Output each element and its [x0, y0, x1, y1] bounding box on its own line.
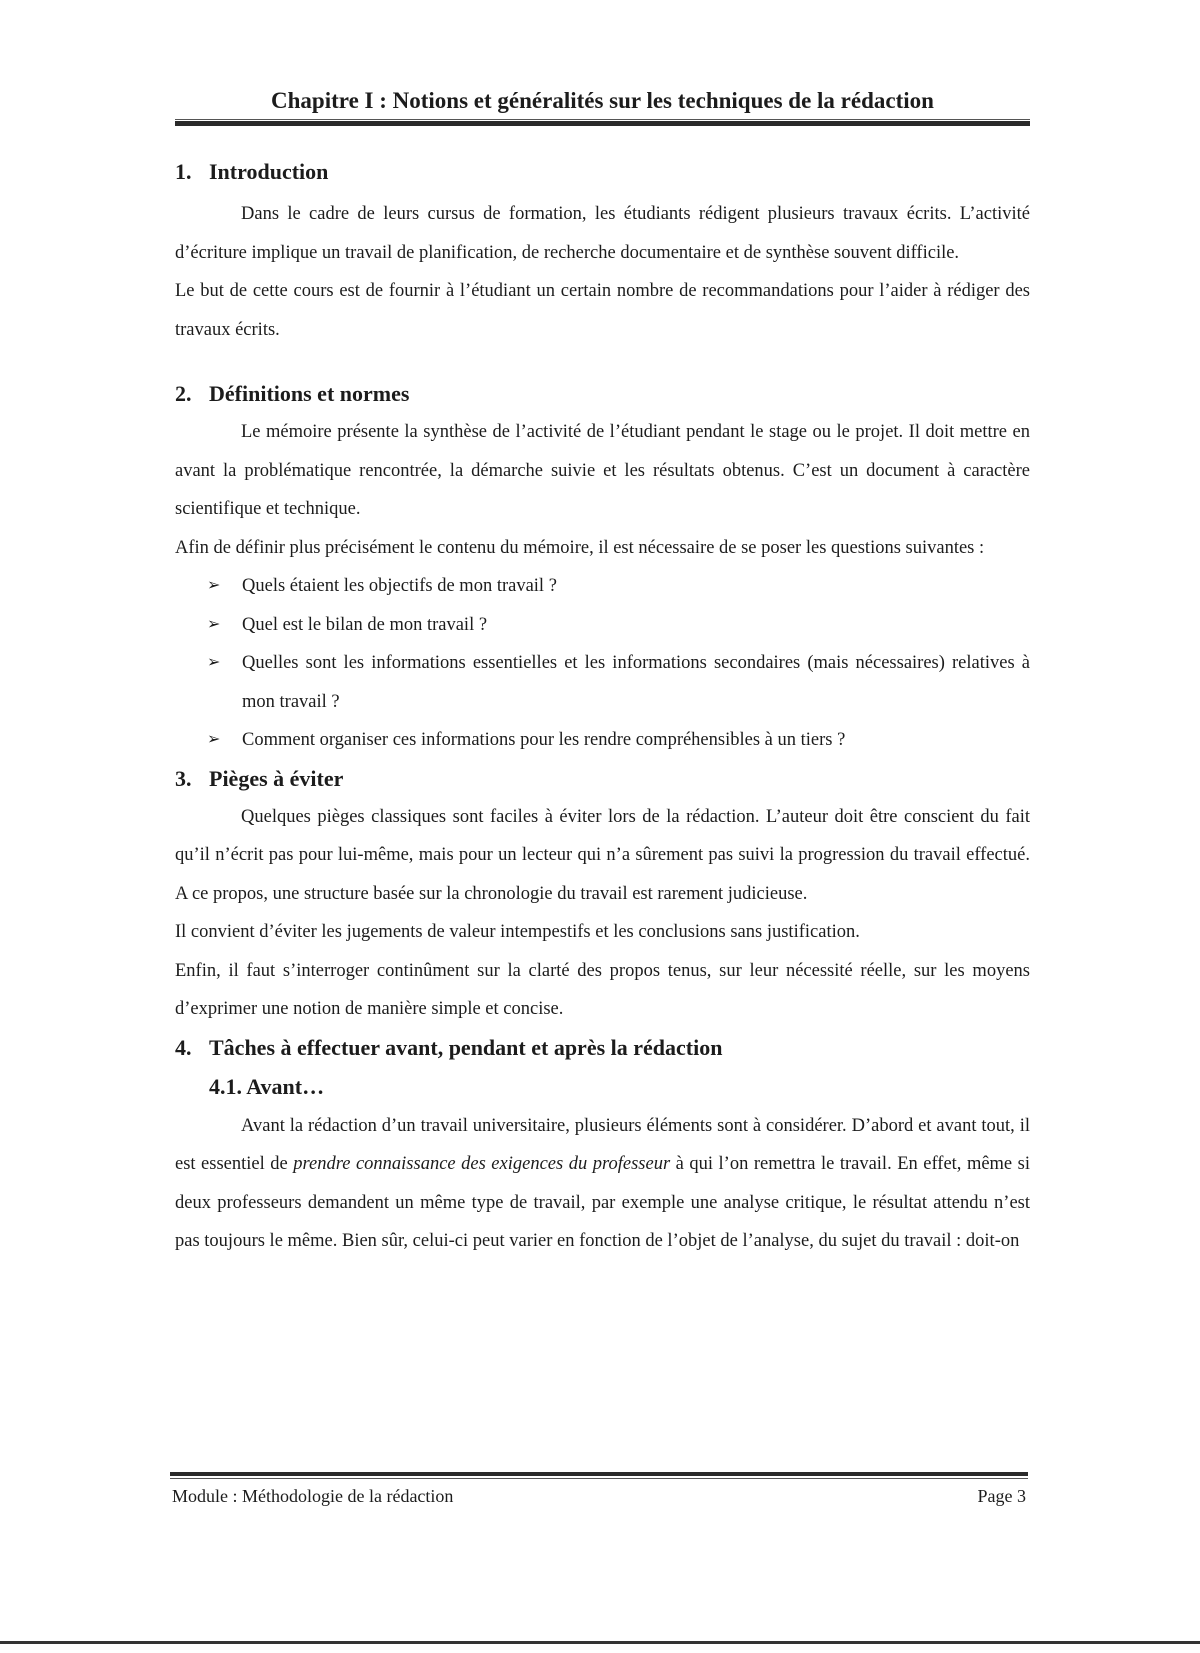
paragraph: Afin de définir plus précisément le contenu du mémoire, il est nécessaire de se poser les questions suivantes : — [175, 537, 985, 558]
header-rule — [175, 121, 1030, 126]
paragraph-text: à qui l’on remettra le travail. En effet, même si deux professeurs demandent un même type de travail, par exemple une analyse critique, le résultat attendu n’est pas toujours le même. Bien sûr, celui-ci peut varier en fonction de l’objet de l’analyse, du sujet du travail : doit-on — [175, 1154, 1030, 1251]
list-item — [175, 606, 1030, 645]
section-heading-tasks — [175, 1029, 1030, 1067]
paragraph — [175, 1107, 1030, 1261]
subsection-heading-before: 4.1. Avant… — [209, 1073, 325, 1099]
arrow-bullet-icon: ➢ — [207, 577, 221, 594]
document-body — [175, 153, 1030, 1261]
footer-module-label: Module : Méthodologie de la rédaction — [172, 1486, 454, 1506]
list-item — [175, 644, 1030, 721]
section-title: Définitions et normes — [209, 381, 410, 406]
paragraph: Enfin, il faut s’interroger continûment sur la clarté des propos tenus, sur leur nécessité réelle, sur les moyens d’exprimer une notion de manière simple et concise. — [175, 960, 1030, 1019]
footer-page-number: Page 3 — [977, 1486, 1026, 1506]
paragraph: Le but de cette cours est de fournir à l’étudiant un certain nombre de recommandations pour l’aider à rédiger des travaux écrits. — [175, 281, 1030, 340]
question-list — [175, 567, 1030, 760]
list-item-text: Quelles sont les informations essentielles et les informations secondaires (mais nécessaires) relatives à mon travail ? — [242, 653, 1030, 712]
paragraph-text: Avant la rédaction d’un travail universitaire, plusieurs éléments sont à considérer. D’abord et avant tout, il est essentiel de — [175, 1115, 1030, 1174]
list-item-text: Quels étaient les objectifs de mon travail ? — [242, 576, 557, 596]
paragraph: Dans le cadre de leurs cursus de formation, les étudiants rédigent plusieurs travaux écrits. L’activité d’écriture implique un travail de planification, de recherche documentaire et de synthèse souvent difficile. — [175, 204, 1030, 263]
arrow-bullet-icon: ➢ — [207, 654, 221, 671]
section-heading-pitfalls — [175, 760, 1030, 798]
section-title: Tâches à effectuer avant, pendant et après la rédaction — [209, 1034, 723, 1060]
header-rule-thin — [175, 119, 1030, 120]
section-heading-definitions — [175, 375, 1030, 413]
section-number: 1. — [175, 159, 192, 184]
section-title: Pièges à éviter — [209, 765, 344, 791]
chapter-title: Chapitre I : Notions et généralités sur les techniques de la rédaction — [271, 88, 934, 113]
section-number: 4. — [175, 1034, 192, 1060]
list-item — [175, 721, 1030, 760]
arrow-bullet-icon: ➢ — [207, 615, 221, 633]
paragraph: Il convient d’éviter les jugements de valeur intempestifs et les conclusions sans justification. — [175, 922, 860, 942]
section-heading-introduction — [175, 153, 1030, 191]
footer-rule — [170, 1472, 1028, 1476]
list-item-text: Quel est le bilan de mon travail ? — [242, 614, 488, 635]
emphasized-text: prendre connaissance des exigences du professeur — [293, 1154, 671, 1174]
paragraph: Le mémoire présente la synthèse de l’activité de l’étudiant pendant le stage ou le projet. Il doit mettre en avant la problématique rencontrée, la démarche suivie et les résultats obtenus. C’est un document à caractère scientifique et technique. — [175, 422, 1030, 519]
list-item — [175, 567, 1030, 606]
list-item-text: Comment organiser ces informations pour les rendre compréhensibles à un tiers ? — [242, 730, 846, 750]
section-title: Introduction — [209, 159, 329, 184]
section-number: 3. — [175, 765, 192, 791]
scan-bottom-edge — [0, 1641, 1200, 1644]
arrow-bullet-icon: ➢ — [207, 731, 221, 748]
paragraph: Quelques pièges classiques sont faciles à éviter lors de la rédaction. L’auteur doit être conscient du fait qu’il n’écrit pas pour lui-même, mais pour un lecteur qui n’a sûrement pas suivi la progression du travail effectué. A ce propos, une structure basée sur la chronologie du travail est rarement judicieuse. — [175, 806, 1030, 904]
footer-rule-thin — [170, 1478, 1028, 1479]
section-number: 2. — [175, 381, 192, 406]
